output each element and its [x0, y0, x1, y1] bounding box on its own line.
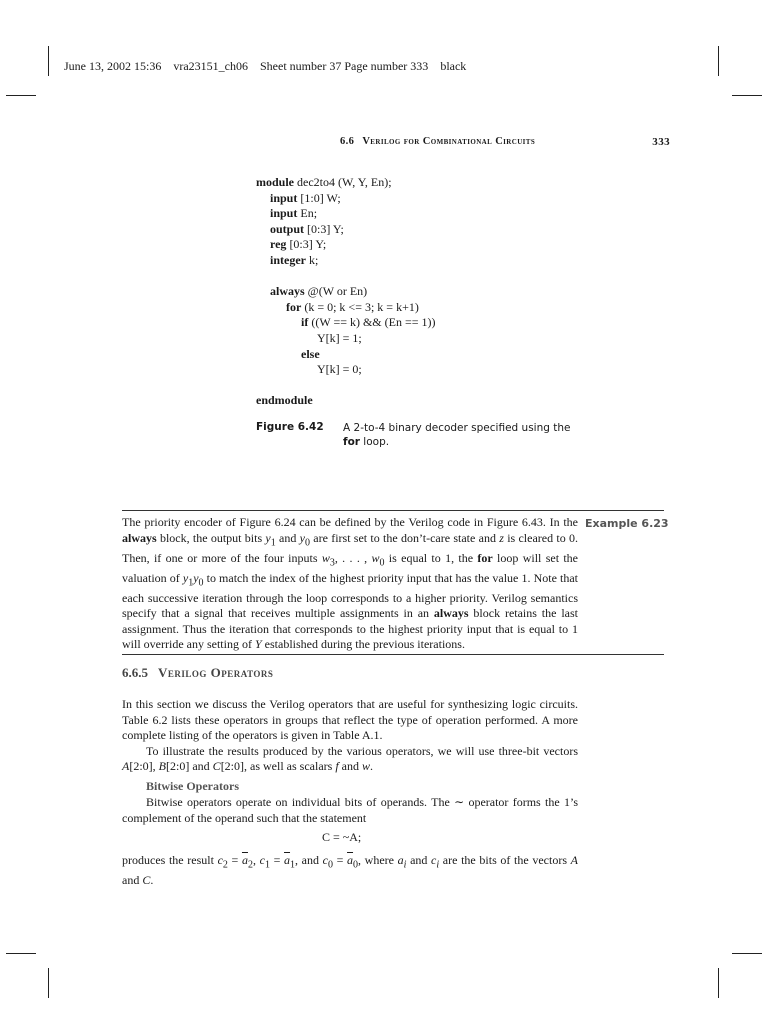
header-file: vra23151_ch06	[173, 59, 248, 73]
page-number: 333	[652, 136, 670, 148]
crop-mark-bottom-left-vertical	[48, 968, 49, 998]
crop-mark-bottom-right-horizontal	[732, 953, 762, 954]
crop-mark-bottom-left-horizontal	[6, 953, 36, 954]
crop-mark-top-right-vertical	[718, 46, 719, 76]
code-line: for (k = 0; k <= 3; k = k+1)	[286, 299, 419, 314]
section-title: Verilog Operators	[158, 665, 274, 680]
bitwise-paragraph: Bitwise operators operate on individual bits of operands. The ∼ operator forms the 1’s complement of the operand such that the statement	[122, 795, 578, 825]
code-blank	[256, 378, 436, 394]
code-line: input En;	[270, 206, 318, 221]
code-listing	[256, 175, 436, 409]
section-top-rule	[122, 654, 664, 655]
running-head-section: 6.6	[340, 136, 355, 147]
crop-mark-top-right-horizontal	[732, 95, 762, 96]
code-line: output [0:3] Y;	[270, 221, 344, 236]
crop-mark-top-left-horizontal	[6, 95, 36, 96]
code-line: integer k;	[270, 252, 319, 267]
figure-label: Figure 6.42	[256, 421, 324, 433]
example-top-rule	[122, 510, 664, 511]
code-blank	[256, 269, 436, 285]
figure-caption-text: A 2-to-4 binary decoder specified using the for loop.	[343, 422, 571, 448]
code-line: module dec2to4 (W, Y, En);	[256, 175, 392, 189]
code-line: always @(W or En)	[270, 284, 368, 299]
running-head	[340, 136, 670, 147]
code-line: Y[k] = 0;	[317, 362, 362, 377]
printer-header	[64, 59, 466, 74]
operators-paragraph-2: To illustrate the results produced by the various operators, we will use three-bit vectors A[2:0], B[2:0] and C[2:0], as well as scalars f and w.	[122, 743, 578, 774]
section-number: 6.6.5	[122, 665, 148, 680]
bitwise-subheading: Bitwise Operators	[146, 779, 239, 793]
header-sheet: Sheet number 37 Page number 333	[260, 59, 429, 73]
code-line: Y[k] = 1;	[317, 330, 362, 345]
running-head-title: Verilog for Combinational Circuits	[362, 136, 536, 147]
crop-mark-bottom-right-vertical	[718, 968, 719, 998]
code-statement: C = ~A;	[322, 830, 362, 844]
operators-paragraph-1: In this section we discuss the Verilog operators that are useful for synthesizing logic circuits. Table 6.2 lists these operators in groups that reflect the type of operation performed. A more complete listing of the operators is given in Table A.1.	[122, 697, 578, 743]
operators-paragraph	[122, 697, 578, 775]
code-line: reg [0:3] Y;	[270, 237, 327, 252]
code-line: else	[301, 346, 320, 361]
result-paragraph: produces the result $c_2 = \overline{a}_2$, $c_1 = \overline{a}_1$, and $c_0 = \overline{a}_0$, where $a_i$ and $c_i$ are the bits of the vectors A and C.	[122, 853, 578, 887]
header-color: black	[440, 59, 467, 73]
code-line: endmodule	[256, 393, 313, 408]
example-paragraph: The priority encoder of Figure 6.24 can be defined by the Verilog code in Figure 6.43. In the always block, the output bits $y_1$ and $y_0$ are first set to the don’t-care state and z is cleared to 0. Then, if one or more of the four inputs $w_3$, . . . , $w_0$ is equal to 1, the for loop will set the valuation of $y_1y_0$ to match the index of the highest priority input that has the value 1. Note that each successive iteration through the loop corresponds to a higher priority. Verilog semantics specify that a signal that receives multiple assignments in an always block retains the last assignment. Thus the iteration that corresponds to the highest priority input that is equal to 1 will override any setting of Y established during the previous iterations.	[122, 515, 579, 652]
header-date: June 13, 2002 15:36	[64, 59, 162, 73]
example-tag: Example 6.23	[585, 517, 669, 530]
section-heading	[122, 665, 273, 681]
code-line: if ((W == k) && (En == 1))	[301, 315, 436, 330]
crop-mark-top-left-vertical	[48, 46, 49, 76]
code-line: input [1:0] W;	[270, 190, 341, 205]
